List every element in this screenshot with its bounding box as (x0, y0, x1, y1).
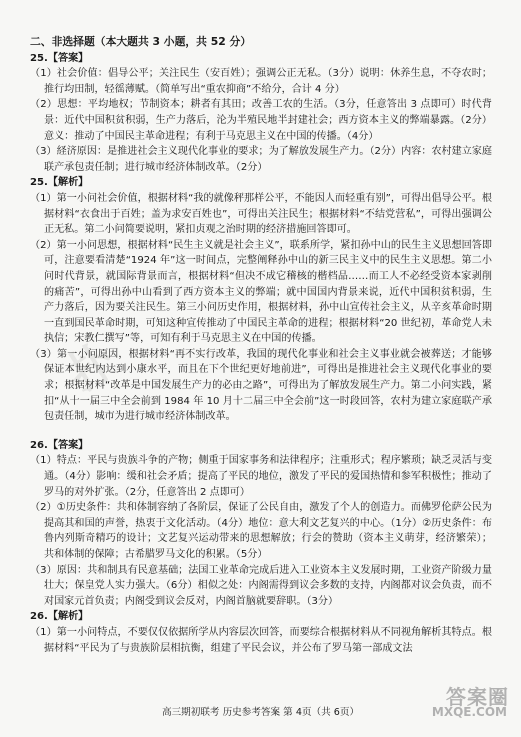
page-footer: 高三期初联考 历史参考答案 第 4页（共 6页） (161, 707, 360, 718)
answer-paragraph: （1）第一小问社会价值，根据材料“我的就像秤那样公平，不能因人而轻重有别”，可得出倡导公平。根据材料“衣食出于百姓；盖为求安百姓也”，可得出关注民生；根据材料“不结党营私”，可得出强调公正无私。第二小问简要说明，紧扣贞观之治时期的经济措施回答即可。 (30, 192, 492, 236)
answer-paragraph: （1）第一小问特点，不要仅仅依据所学从内容层次回答，而要综合根据材料从不同视角解析其特点。根据材料“平民为了与贵族阶层相抗衡，组建了平民会议，并公布了罗马第一部成文法 (30, 626, 492, 654)
answer-paragraph: （2）思想：平均地权；节制资本；耕者有其田；改善工农的生活。（3分，任意答出 3 点即可）时代背景：近代中国积贫积弱，生产力落后，沦为半殖民地半封建社会；西方资本主义的弊端暴露。（2分）意义：推动了中国民主革命进程；有利于马克思主义在中国的传播。（4分） (30, 99, 492, 142)
section-title: 二、非选择题（本大题共 3 小题，共 52 分） (30, 35, 252, 48)
answer-paragraph: （2）①历史条件：共和体制容纳了各阶层，保证了公民自由，激发了个人的创造力。而佛罗伦萨公民为提高其和国的声誉，热衷于文化活动。（4分）地位：意大利文艺复兴的中心。（1分）②历史条件：布鲁内列斯奇精巧的设计；文艺复兴运动带来的思想解放；行会的赞助（资本主义萌芽，经济繁荣）；共和体制的保障；古希腊罗马文化的积累。（5分） (30, 502, 492, 560)
question-heading: 25.【解析】 (30, 177, 89, 189)
spacer (30, 425, 492, 438)
answer-page (30, 34, 492, 656)
answer-paragraph: （3）第一小问原因，根据材料“再不实行改革，我国的现代化事业和社会主义事业就会被葬送；才能够保证本世纪内达到小康水平，而且在下个世纪更好地前进”，可得出是推进社会主义现代化事业的要求；根据材料“改革是中国发展生产力的必由之路”，可得出为了解放发展生产力。第二小问实践，紧扣“从十一届三中全会前到 1984 年 10 月十二届三中全会前”这一时段回答，农村为建立家庭联产承包责任制，城市为进行城市经济体制改革。 (30, 348, 492, 423)
site-logo-stamp (417, 681, 513, 727)
question-heading: 25.【答案】 (30, 52, 89, 64)
stamp-url-text: MXQE.COM (431, 705, 507, 719)
answer-paragraph: （1）特点：平民与贵族斗争的产物；侧重于国家事务和法律程序；注重形式；程序繁琐；缺乏灵活与变通。（4分）影响：缓和社会矛盾；提高了平民的地位，激发了平民的爱国热情和参军积极性；推动了罗马的对外扩张。（2分，任意答出 2 点即可） (30, 455, 492, 498)
stamp-main-text: 答案圈 (446, 685, 509, 709)
answer-paragraph: （2）第一小问思想，根据材料“民生主义就是社会主义”，联系所学，紧扣孙中山的民生主义思想回答即可，注意要看清楚“1924 年”这一时间点，完整阐释孙中山的新三民主义中的民生主义思想。第二小问时代背景，就国际背景而言，根据材料“但决不成它稽核的楷档品……而工人不必经受资本家剥削的痛苦”，可得出孙中山看到了西方资本主义的弊端；就中国国内背景来说，近代中国积贫积弱，生产力落后，因为要关注民生。第三小问历史作用，根据材料，孙中山宣传社会主义，从辛亥革命时期一直到国民革命时期，可知这种宣传推动了中国民主革命的进程；根据材料“20 世纪初，革命党人未执信；宋教仁撰写”等，可知有利于马克思主义在中国的传播。 (30, 239, 492, 345)
question-heading: 26.【答案】 (30, 439, 89, 451)
answer-paragraph: （1）社会价值：倡导公平；关注民生（安百姓）；强调公正无私。（3分）说明：休养生息，不夺农时；推行均田制，轻徭薄赋。（简单写出“重农抑商”不给分，合计 4 分） (30, 68, 492, 95)
answer-paragraph: （3）原因：共和制具有民意基础；法国工业革命完成后进入工业资本主义发展时期，工业资产阶级力量壮大；保皇党人实力强大。（6分）相似之处：内阁需得到议会多数的支持，内阁都对议会负责，而不对国家元首负责；内阁受到议会反对，内阁首脑就要辞职。（3分） (30, 564, 492, 607)
watermark: 扑 (57, 328, 131, 403)
question-heading: 26.【解析】 (30, 611, 89, 623)
answer-paragraph: （3）経济原因：是推进社会主义现代化事业的要求；为了解放发展生产力。（2分）内容：农村建立家庭联产承包责任制；进行城市经济体制改革。（2分） (30, 146, 493, 173)
answer-content (30, 51, 492, 657)
